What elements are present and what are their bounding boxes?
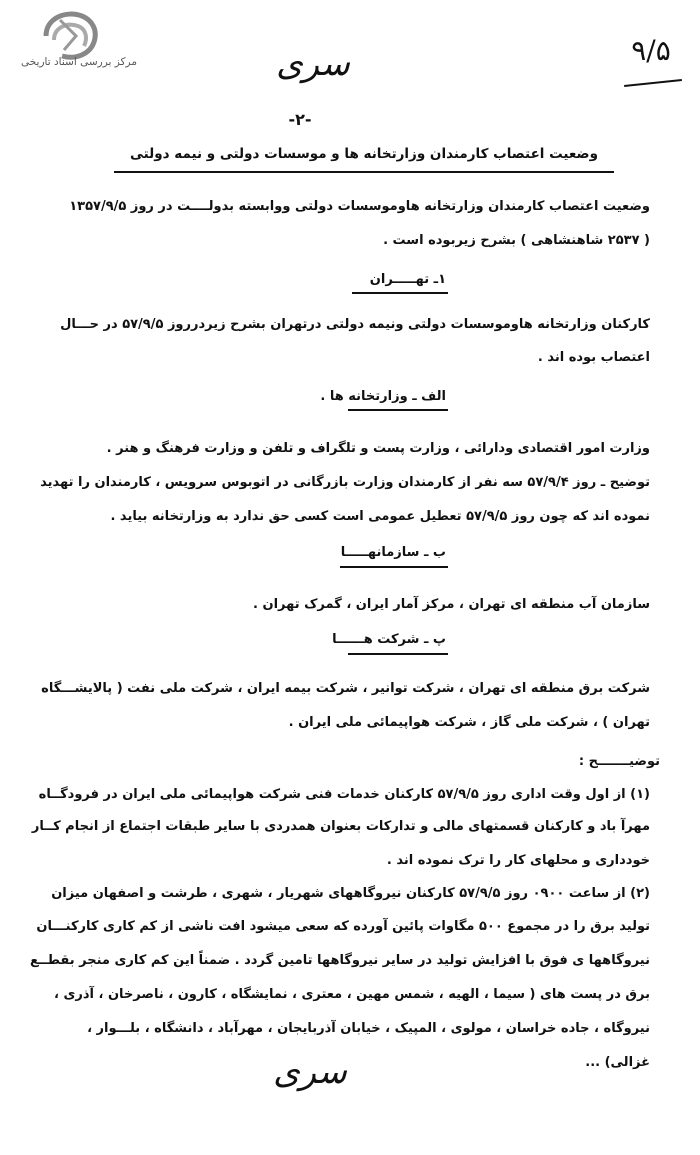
document-number-underline (624, 79, 682, 87)
intro-line-1: وضعیت اعتصاب کارمندان وزارتخانه هاوموسسات دولتی ووابسته بدولــــت در روز ۱۳۵۷/۹/۵ (69, 199, 650, 214)
ministries-underline (348, 409, 448, 411)
organizations-underline (340, 566, 448, 568)
ministries-heading: الف ـ وزارتخانه ها . (320, 389, 446, 404)
archive-logo-icon (36, 6, 100, 62)
section-tehran-underline (352, 292, 448, 294)
title-underline (114, 171, 614, 173)
organizations-line-1: سازمان آب منطقه ای تهران ، مرکز آمار ایران ، گمرک تهران . (253, 597, 650, 612)
page-number: -۲- (288, 110, 312, 129)
intro-line-2: ( ۲۵۳۷ شاهنشاهی ) بشرح زیربوده است . (383, 233, 650, 248)
section-tehran-heading: ۱ـ تهـــــران (369, 272, 446, 287)
note-2-line-4: برق در پست های ( سیما ، الهیه ، شمس مهین ، معتری ، نمایشگاه ، کارون ، ناصرخان ، آذری ، (53, 987, 650, 1002)
companies-line-1: شرکت برق منطقه ای تهران ، شرکت توانیر ، شرکت بیمه ایران ، شرکت ملی نفت ( پالایشـــگاه (41, 681, 650, 696)
classification-bottom: سری (273, 1052, 347, 1092)
notes-heading: توضیـــــــح : (578, 754, 660, 769)
ministries-line-1: وزارت امور اقتصادی ودارائی ، وزارت پست و تلگراف و تلفن و وزارت فرهنگ و هنر . (106, 441, 650, 456)
note-2-line-1: (۲) از ساعت ۰۹۰۰ روز ۵۷/۹/۵ کارکنان نیروگاههای شهریار ، شهری ، طرشت و اصفهان میزان (51, 886, 650, 901)
note-1-line-3: خودداری و محلهای کار را ترک نموده اند . (386, 853, 650, 868)
note-2-line-3: نیروگاهها ی فوق با افزایش تولید در سایر نیروگاهها تامین گردد . ضمناً این کم کاری منجر بقطــع (29, 953, 650, 968)
document-number: ۹/۵ (631, 34, 671, 67)
tehran-line-2: اعتصاب بوده اند . (537, 350, 650, 365)
ministries-line-2: توضیح ـ روز ۵۷/۹/۴ سه نفر از کارمندان وزارت بازرگانی در اتوبوس سرویس ، کارمندان را تهدید (40, 475, 650, 490)
ministries-line-3: نموده اند که چون روز ۵۷/۹/۵ تعطیل عمومی است کسی حق ندارد به وزارتخانه بیاید . (110, 509, 650, 524)
document-title: وضعیت اعتصاب کارمندان وزارتخانه ها و موسسات دولتی و نیمه دولتی (130, 146, 598, 162)
classification-top: سری (276, 44, 350, 84)
organizations-heading: ب ـ سازمانهـــــا (340, 545, 446, 560)
note-2-line-5: نیروگاه ، جاده خراسان ، مولوی ، المپیک ، خیابان آذربایجان ، مهرآباد ، دانشگاه ، بلـــوار ، (87, 1021, 650, 1036)
companies-line-2: تهران ) ، شرکت ملی گاز ، شرکت هواپیمائی ملی ایران . (288, 715, 650, 730)
tehran-line-1: کارکنان وزارتخانه هاوموسسات دولتی ونیمه دولتی درتهران بشرح زیردرروز ۵۷/۹/۵ در حـــال (60, 317, 650, 332)
companies-heading: پ ـ شرکت هــــــا (332, 632, 446, 647)
note-2-line-2: تولید برق را در مجموع ۵۰۰ مگاوات پائین آورده که سعی میشود افت ناشی از کم کاری کارکنـــان (36, 919, 650, 934)
archive-logo-text: مرکز بررسی اسناد تاریخی (21, 56, 137, 68)
note-1-line-2: مهرآ باد و کارکنان قسمتهای مالی و تدارکات بعنوان همدردی با سایر طبقات اجتماع از انجام کــار (31, 819, 650, 834)
note-2-line-6: غزالی) ... (585, 1055, 650, 1070)
companies-underline (348, 653, 448, 655)
note-1-line-1: (۱) از اول وقت اداری روز ۵۷/۹/۵ کارکنان خدمات فنی شرکت هواپیمائی ملی ایران در فرودگــاه (38, 787, 650, 802)
